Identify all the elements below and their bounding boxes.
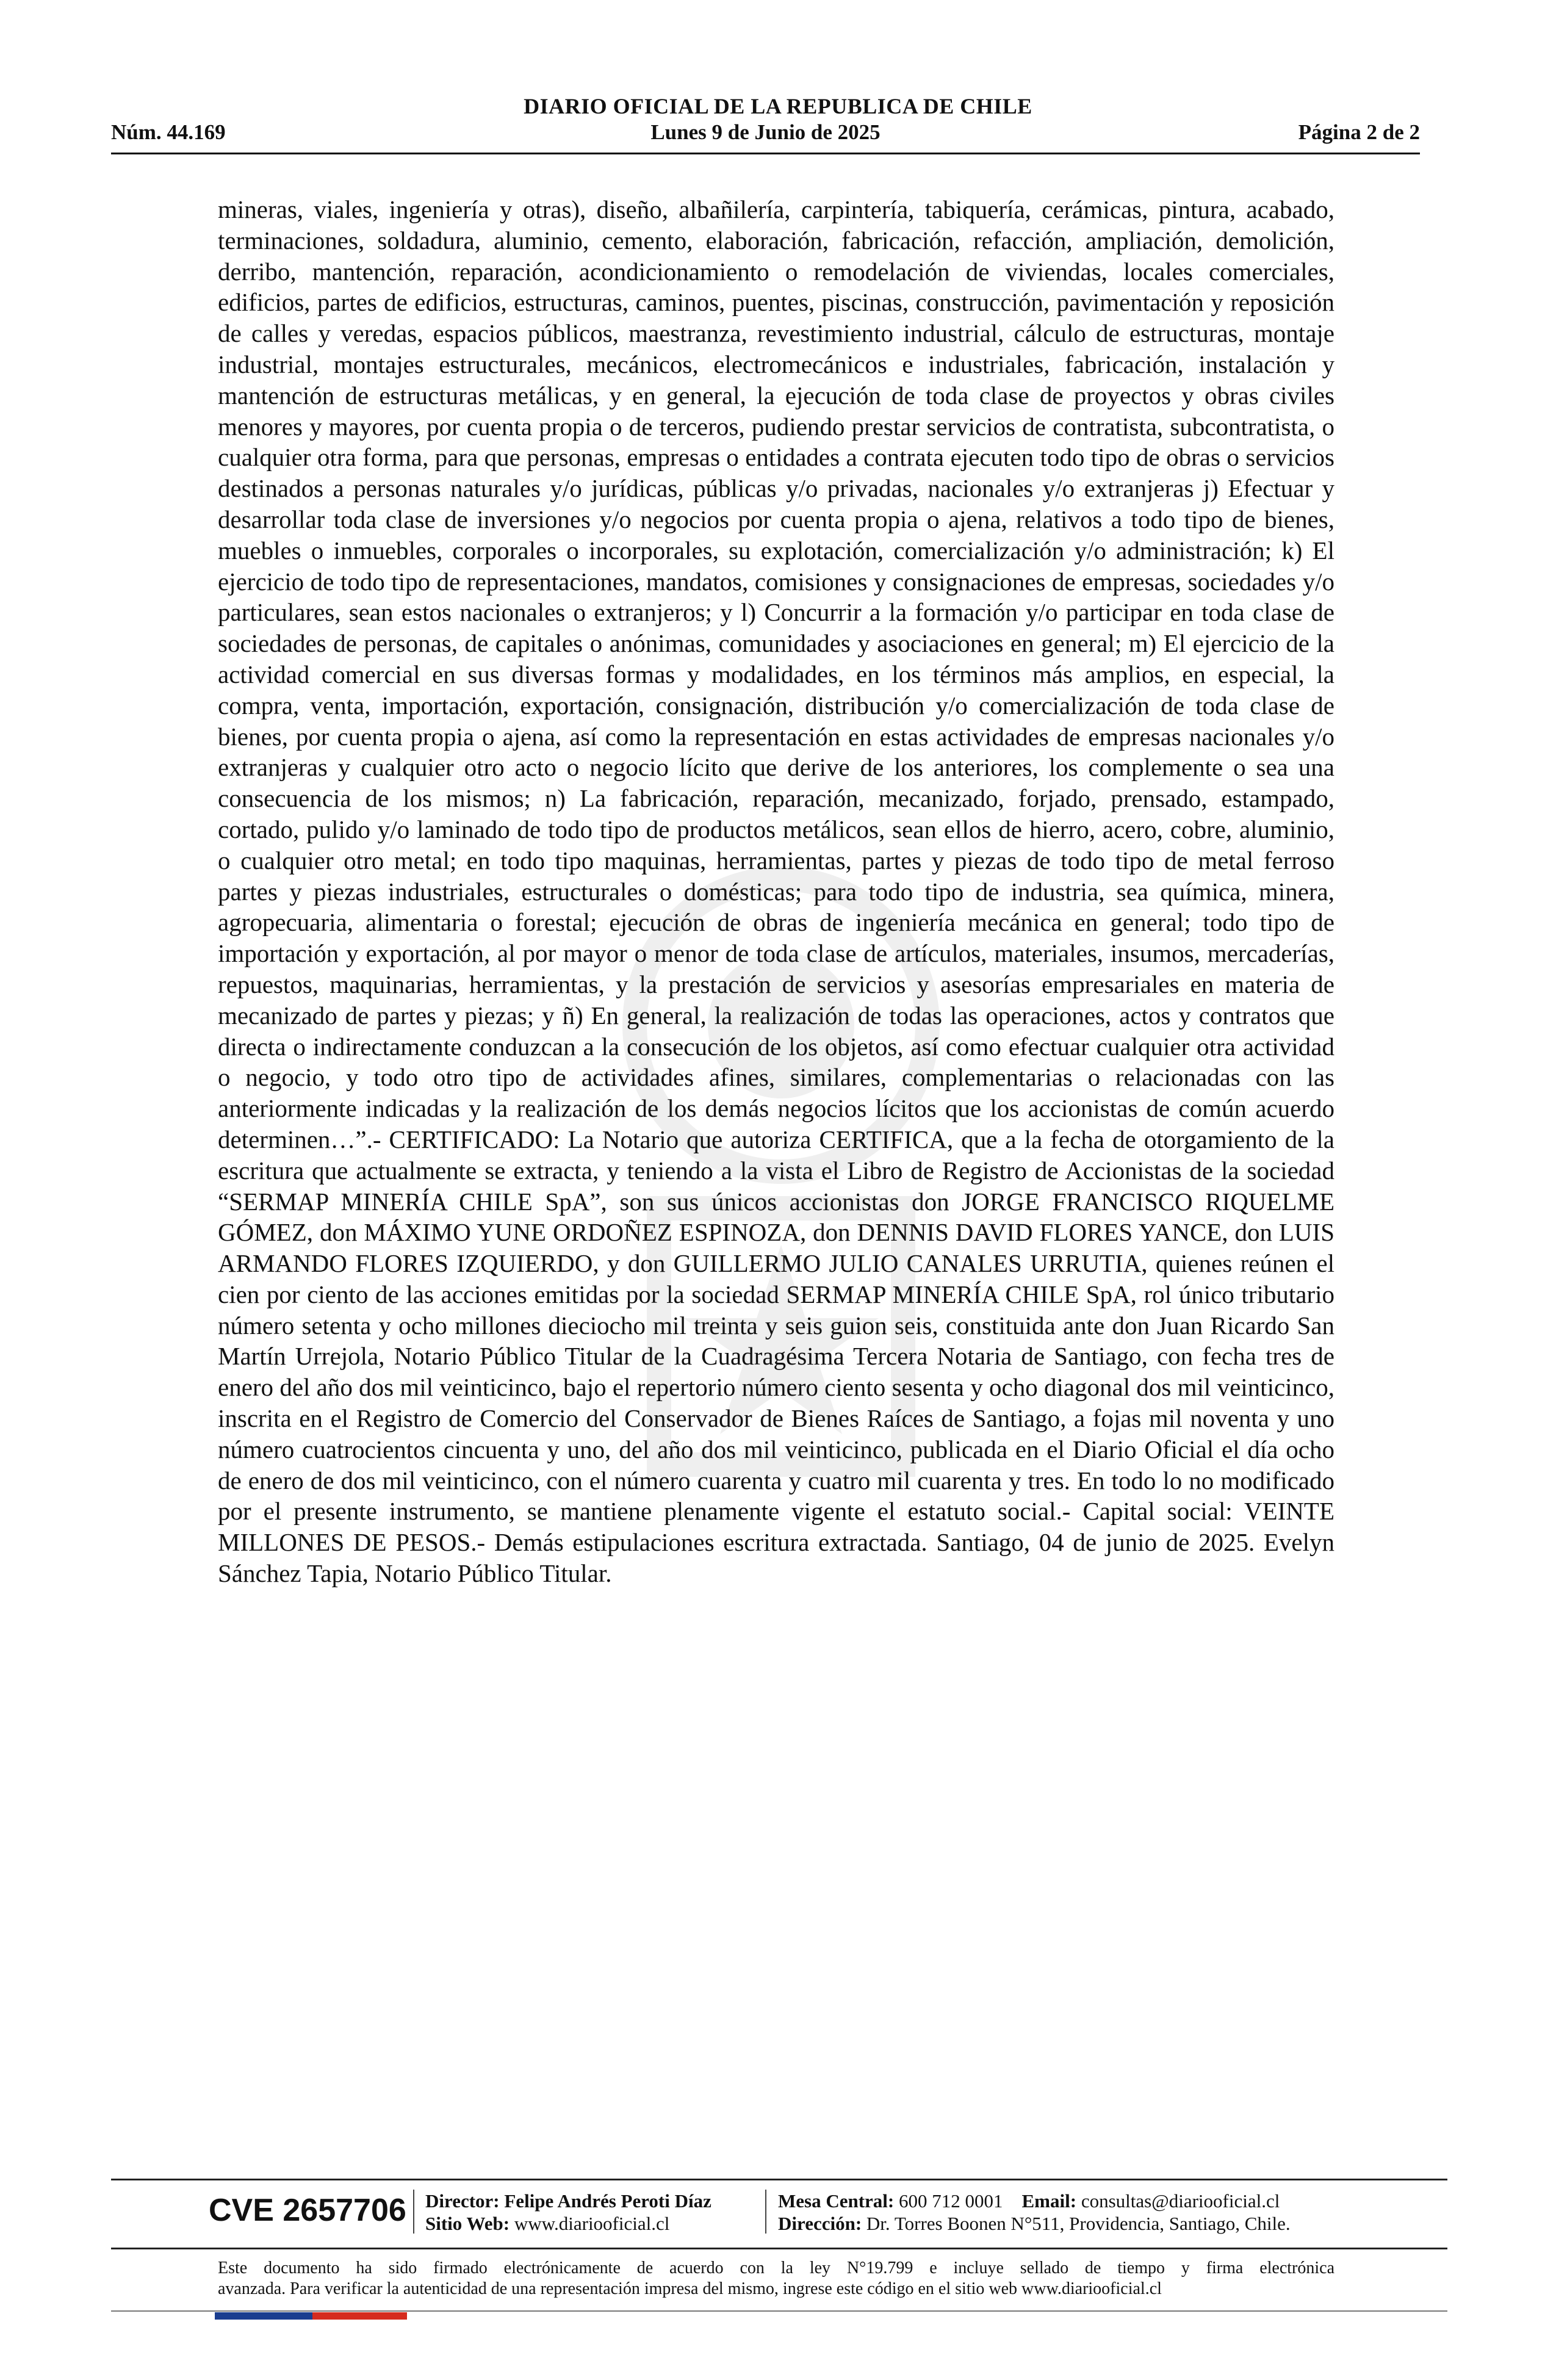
- director-label: Director:: [425, 2190, 500, 2212]
- legal-notice-line: avanzada. Para verificar la autenticidad de una representación impresa del mismo, ingrese este código en el sitio web www.diariooficial.cl: [218, 2279, 1162, 2298]
- newspaper-title: DIARIO OFICIAL DE LA REPUBLICA DE CHILE: [524, 94, 1032, 118]
- cve-code: CVE 2657706: [209, 2193, 406, 2228]
- legal-notice-line: Este documento ha sido firmado electrónicamente de acuerdo con la ley N°19.799 e incluye sellado de tiempo y firma electrónica: [218, 2259, 1334, 2277]
- issue-number: Núm. 44.169: [111, 120, 226, 144]
- website-label: Sitio Web:: [425, 2213, 510, 2234]
- footer-info: [111, 2179, 1447, 2246]
- website-link[interactable]: www.diariooficial.cl: [514, 2213, 670, 2234]
- footer-separator: [413, 2190, 414, 2234]
- phone-label: Mesa Central:: [778, 2190, 895, 2212]
- footer-director-block: [425, 2190, 711, 2235]
- email-label: Email:: [1021, 2190, 1077, 2212]
- footer-bottom-divider: [111, 2310, 1447, 2312]
- header-row: [111, 120, 1420, 150]
- address-label: Dirección:: [778, 2213, 862, 2234]
- page-indicator: Página 2 de 2: [1298, 120, 1420, 144]
- issue-date: Lunes 9 de Junio de 2025: [650, 120, 881, 144]
- footer-separator: [765, 2190, 766, 2234]
- footer-contact-block: [778, 2190, 1291, 2235]
- phone-number: 600 712 0001: [899, 2190, 1003, 2212]
- header-divider: [111, 153, 1420, 154]
- flag-blue-segment: [215, 2312, 312, 2320]
- address-text: Dr. Torres Boonen N°511, Providencia, Santiago, Chile.: [866, 2213, 1291, 2234]
- email-link[interactable]: consultas@diariooficial.cl: [1081, 2190, 1280, 2212]
- legal-notice: [218, 2258, 1334, 2299]
- document-body: mineras, viales, ingeniería y otras), diseño, albañilería, carpintería, tabiquería, cerámicas, pintura, acabado, terminaciones, soldadura, aluminio, cemento, elaboración, fabricación, refacción, ampliación, demolición, derribo, mantención, reparación, acondicionamiento o remodelación de viviendas, locales comerciales, edificios, partes de edificios, estructuras, caminos, puentes, piscinas, construcción, pavimentación y reposición de calles y veredas, espacios públicos, maestranza, revestimiento industrial, cálculo de estructuras, montaje industrial, montajes estructurales, mecánicos, electromecánicos e industriales, fabricación, instalación y mantención de estructuras metálicas, y en general, la ejecución de toda clase de proyectos y obras civiles menores y mayores, por cuenta propia o de terceros, pudiendo prestar servicios de contratista, subcontratista, o cualquier otra forma, para que personas, empresas o entidades a contrata ejecuten todo tipo de obras o servicios destinados a personas naturales y/o jurídicas, públicas y/o privadas, nacionales y/o extranjeras j) Efectuar y desarrollar toda clase de inversiones y/o negocios por cuenta propia o ajena, relativos a todo tipo de bienes, muebles o inmuebles, corporales o incorporales, su explotación, comercialización y/o administración; k) El ejercicio de todo tipo de representaciones, mandatos, comisiones y consignaciones de empresas, sociedades y/o particulares, sean estos nacionales o extranjeros; y l) Concurrir a la formación y/o participar en toda clase de sociedades de personas, de capitales o anónimas, comunidades y asociaciones en general; m) El ejercicio de la actividad comercial en sus diversas formas y modalidades, en los términos más amplios, en especial, la compra, venta, importación, exportación, consignación, distribución y/o comercialización de toda clase de bienes, por cuenta propia o ajena, así como la representación en estas actividades de empresas nacionales y/o extranjeras y cualquier otro acto o negocio lícito que derive de los anteriores, los complemente o sea una consecuencia de los mismos; n) La fabricación, reparación, mecanizado, forjado, prensado, estampado, cortado, pulido y/o laminado de todo tipo de productos metálicos, sean ellos de hierro, acero, cobre, aluminio, o cualquier otro metal; en todo tipo maquinas, herramientas, partes y piezas de todo tipo de metal ferroso partes y piezas industriales, estructurales o domésticas; para todo tipo de industria, sea química, minera, agropecuaria, alimentaria o forestal; ejecución de obras de ingeniería mecánica en general; todo tipo de importación y exportación, al por mayor o menor de toda clase de artículos, materiales, insumos, mercaderías, repuestos, maquinarias, herramientas, y la prestación de servicios y asesorías empresariales en materia de mecanizado de partes y piezas; y ñ) En general, la realización de todas las operaciones, actos y contratos que directa o indirectamente conduzcan a la consecución de los objetos, así como efectuar cualquier otra actividad o negocio, y todo otro tipo de actividades afines, similares, complementarias o relacionadas con las anteriormente indicadas y la realización de los demás negocios lícitos que los accionistas de común acuerdo determinen…”.- CERTIFICADO: La Notario que autoriza CERTIFICA, que a la fecha de otorgamiento de la escritura que actualmente se extracta, y teniendo a la vista el Libro de Registro de Accionistas de la sociedad “SERMAP MINERÍA CHILE SpA”, son sus únicos accionistas don JORGE FRANCISCO RIQUELME GÓMEZ, don MÁXIMO YUNE ORDOÑEZ ESPINOZA, don DENNIS DAVID FLORES YANCE, don LUIS ARMANDO FLORES IZQUIERDO, y don GUILLERMO JULIO CANALES URRUTIA, quienes reúnen el cien por ciento de las acciones emitidas por la sociedad SERMAP MINERÍA CHILE SpA, rol único tributario número setenta y ocho millones dieciocho mil treinta y seis guion seis, constituida ante don Juan Ricardo San Martín Urrejola, Notario Público Titular de la Cuadragésima Tercera Notaria de Santiago, con fecha tres de enero del año dos mil veinticinco, bajo el repertorio número ciento sesenta y ocho diagonal dos mil veinticinco, inscrita en el Registro de Comercio del Conservador de Bienes Raíces de Santiago, a fojas mil noventa y uno número cuatrocientos cincuenta y uno, del año dos mil veinticinco, publicada en el Diario Oficial el día ocho de enero de dos mil veinticinco, con el número cuarenta y cuatro mil cuarenta y tres. En todo lo no modificado por el presente instrumento, se mantiene plenamente vigente el estatuto social.- Capital social: VEINTE MILLONES DE PESOS.- Demás estipulaciones escritura extractada. Santiago, 04 de junio de 2025. Evelyn Sánchez Tapia, Notario Público Titular.: [218, 195, 1334, 1588]
- flag-red-segment: [312, 2312, 407, 2320]
- footer-middle-divider: [111, 2248, 1447, 2249]
- director-name: Felipe Andrés Peroti Díaz: [504, 2190, 711, 2212]
